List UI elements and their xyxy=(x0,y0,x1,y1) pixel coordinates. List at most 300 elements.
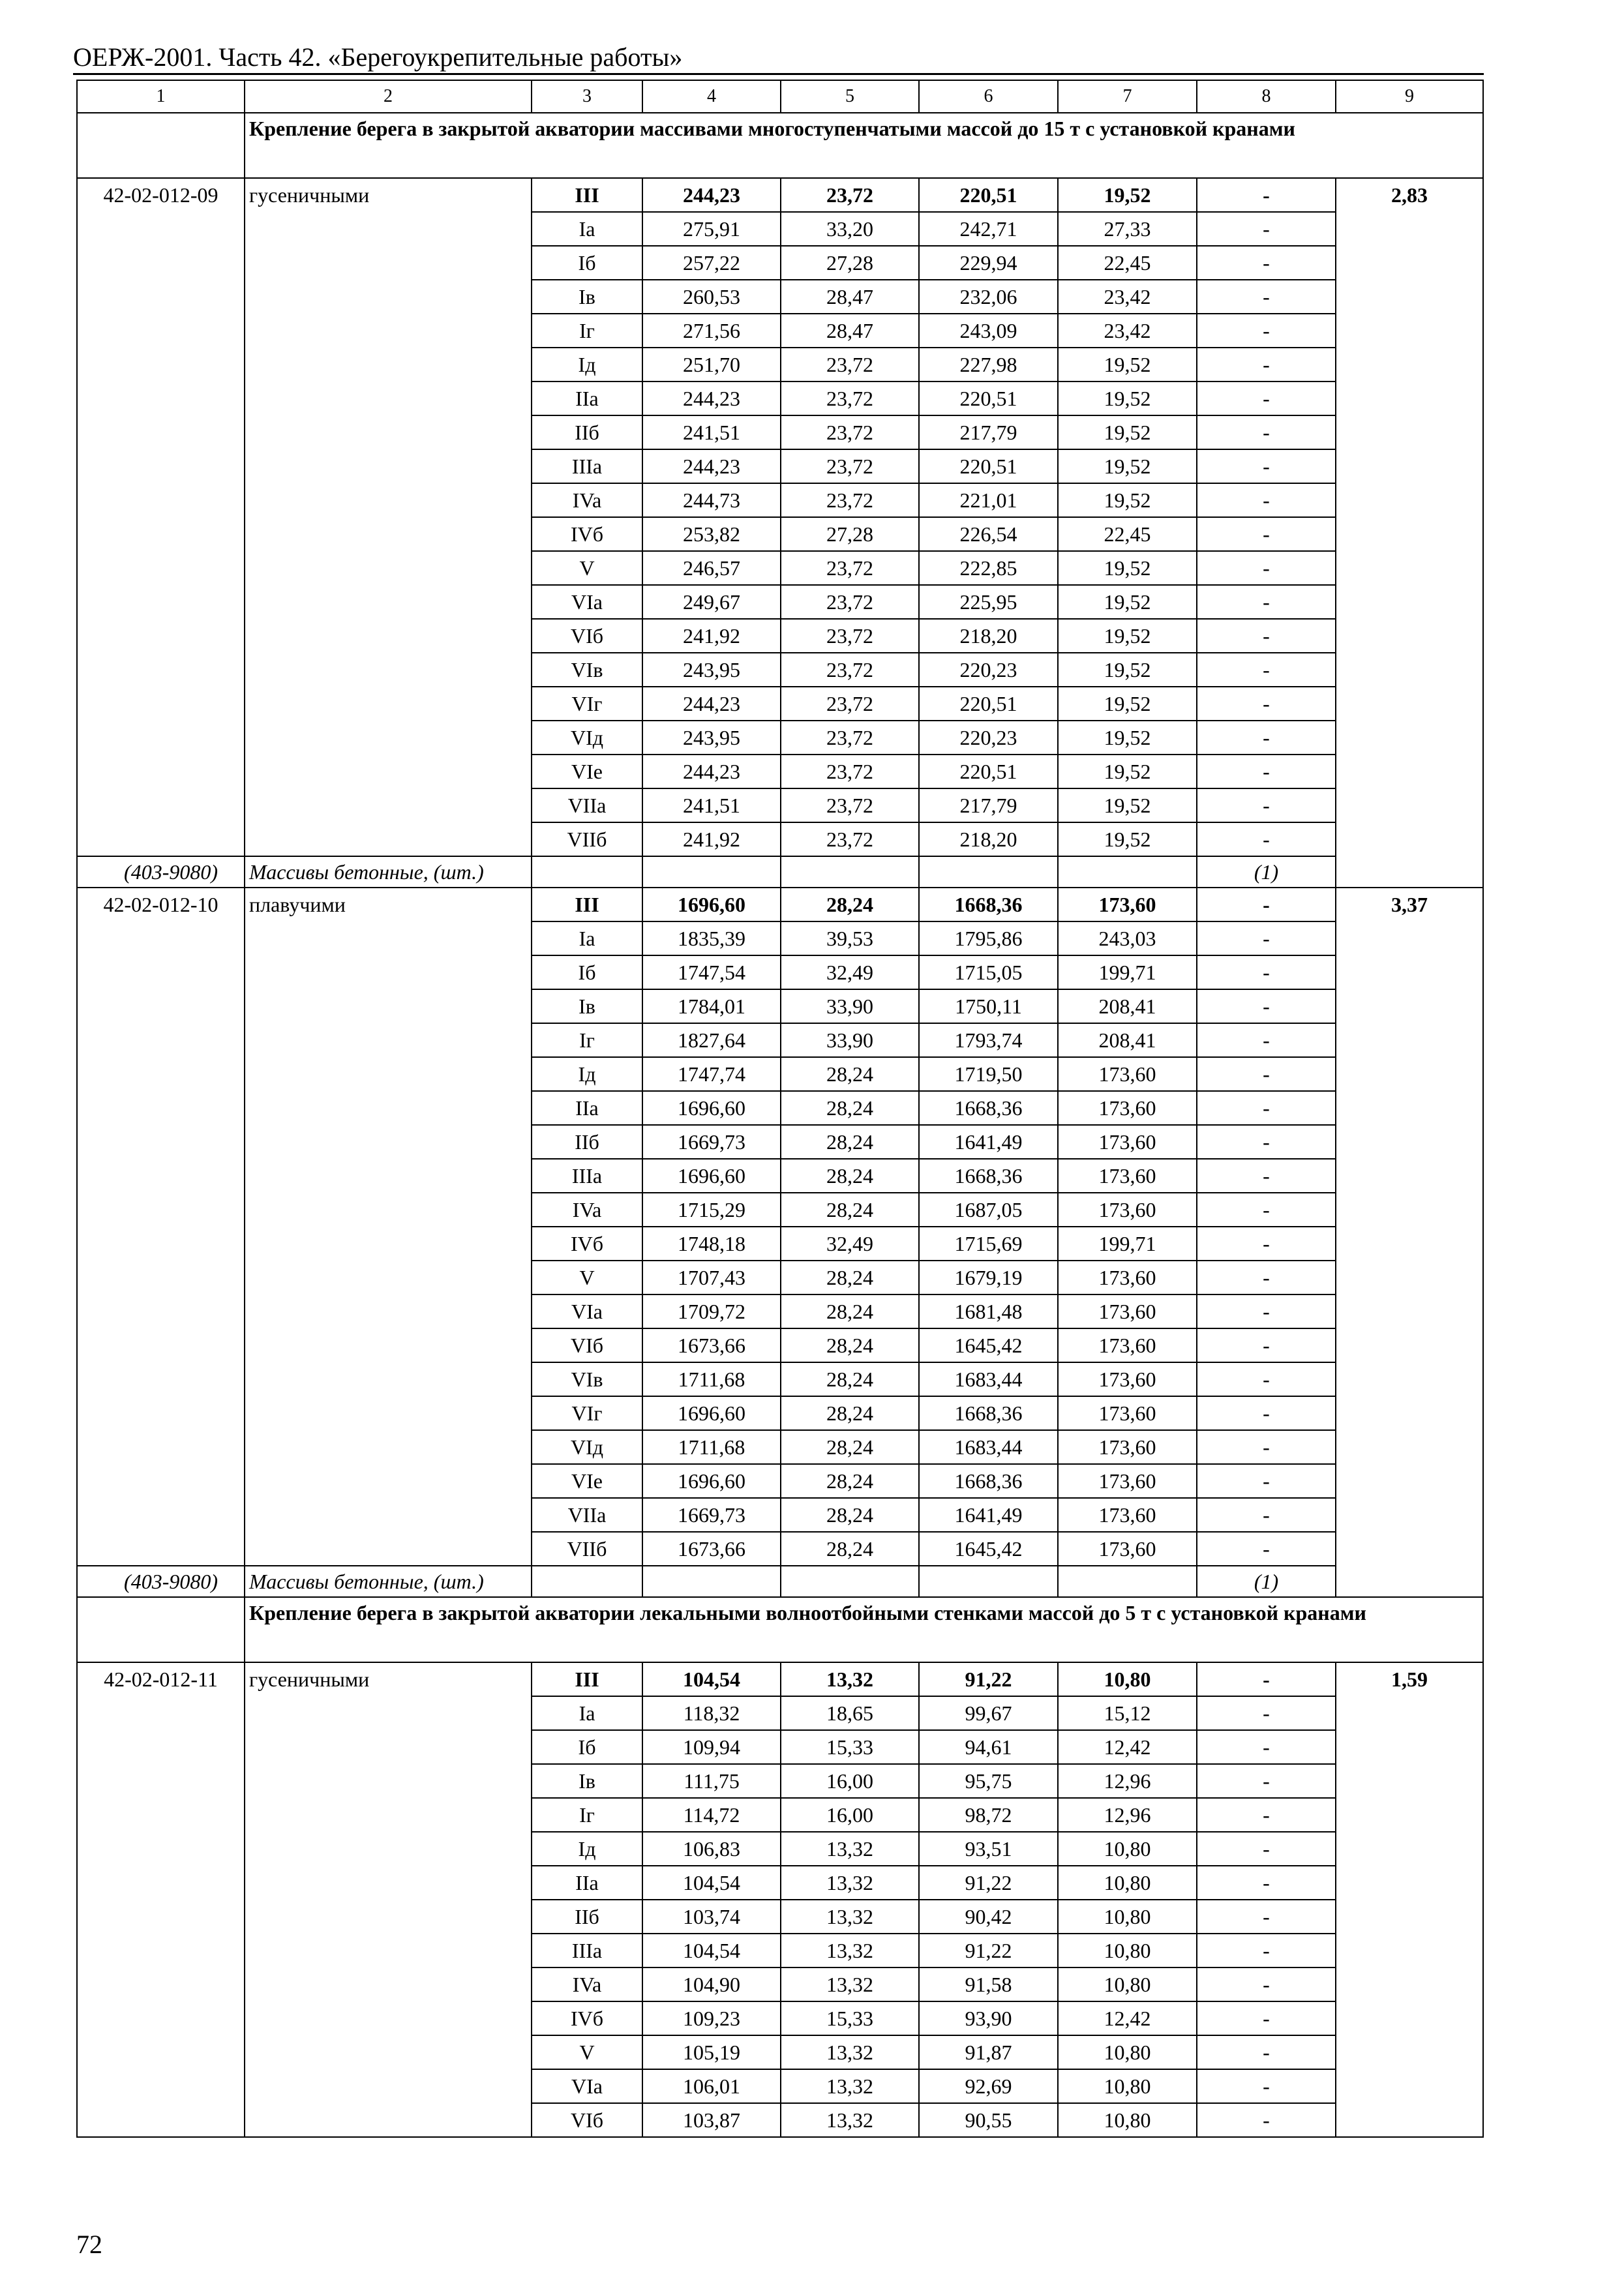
material-blank xyxy=(642,856,781,888)
price-cell: - xyxy=(1197,1159,1336,1193)
price-cell: 111,75 xyxy=(642,1764,781,1798)
price-cell: - xyxy=(1197,178,1336,212)
price-cell: 104,54 xyxy=(642,1662,781,1696)
material-code: (403-9080) xyxy=(77,856,245,888)
price-cell: 13,32 xyxy=(781,2103,919,2137)
price-cell: 91,87 xyxy=(919,2035,1058,2069)
region-code: Iд xyxy=(532,348,642,382)
price-cell: 19,52 xyxy=(1058,178,1197,212)
price-cell: 91,22 xyxy=(919,1866,1058,1900)
column-number: 1 xyxy=(77,80,245,113)
price-cell: 18,65 xyxy=(781,1696,919,1730)
price-cell: 1668,36 xyxy=(919,1159,1058,1193)
price-cell: 28,24 xyxy=(781,1532,919,1566)
price-cell: - xyxy=(1197,483,1336,517)
price-cell: 244,23 xyxy=(642,755,781,788)
column-number-row xyxy=(77,80,1483,113)
price-cell: - xyxy=(1197,1396,1336,1430)
price-cell: - xyxy=(1197,989,1336,1023)
norm-code: 42-02-012-11 xyxy=(77,1662,245,2137)
price-cell: 93,90 xyxy=(919,2001,1058,2035)
price-cell: 109,94 xyxy=(642,1730,781,1764)
price-cell: 28,24 xyxy=(781,888,919,921)
price-cell: 27,28 xyxy=(781,246,919,280)
price-cell: - xyxy=(1197,449,1336,483)
price-cell: - xyxy=(1197,653,1336,687)
region-code: Iв xyxy=(532,1764,642,1798)
material-code: (403-9080) xyxy=(77,1566,245,1597)
material-row xyxy=(77,856,1483,888)
price-cell: 1709,72 xyxy=(642,1294,781,1328)
price-cell: 1645,42 xyxy=(919,1328,1058,1362)
price-cell: - xyxy=(1197,1498,1336,1532)
price-cell: 28,24 xyxy=(781,1328,919,1362)
price-cell: - xyxy=(1197,955,1336,989)
price-cell: 13,32 xyxy=(781,2035,919,2069)
price-cell: 10,80 xyxy=(1058,2069,1197,2103)
price-cell: 13,32 xyxy=(781,1662,919,1696)
region-code: IIa xyxy=(532,1091,642,1125)
price-cell: 1673,66 xyxy=(642,1532,781,1566)
region-code: Iв xyxy=(532,989,642,1023)
table-row xyxy=(77,178,1483,212)
price-cell: 12,96 xyxy=(1058,1798,1197,1832)
price-cell: 19,52 xyxy=(1058,755,1197,788)
price-cell: 91,58 xyxy=(919,1967,1058,2001)
price-cell: 27,28 xyxy=(781,517,919,551)
price-cell: 23,72 xyxy=(781,755,919,788)
region-code: VIд xyxy=(532,1430,642,1464)
price-cell: 243,95 xyxy=(642,653,781,687)
price-cell: 220,51 xyxy=(919,449,1058,483)
price-cell: 173,60 xyxy=(1058,1125,1197,1159)
price-cell: 217,79 xyxy=(919,415,1058,449)
price-cell: 23,42 xyxy=(1058,314,1197,348)
price-cell: 23,72 xyxy=(781,687,919,721)
price-cell: 13,32 xyxy=(781,1832,919,1866)
region-code: IVa xyxy=(532,483,642,517)
price-cell: 12,42 xyxy=(1058,2001,1197,2035)
column-number: 6 xyxy=(919,80,1058,113)
price-cell: 19,52 xyxy=(1058,687,1197,721)
norm-name: плавучими xyxy=(245,888,532,1566)
region-code: Iв xyxy=(532,280,642,314)
region-code: Ia xyxy=(532,212,642,246)
page-header: ОЕРЖ-2001. Часть 42. «Берегоукрепительные работы» xyxy=(73,42,683,72)
price-cell: 19,52 xyxy=(1058,619,1197,653)
price-cell: 39,53 xyxy=(781,921,919,955)
region-code: VIв xyxy=(532,653,642,687)
price-cell: 226,54 xyxy=(919,517,1058,551)
price-cell: 28,24 xyxy=(781,1294,919,1328)
price-cell: 13,32 xyxy=(781,1900,919,1934)
region-code: IIб xyxy=(532,1125,642,1159)
price-cell: 173,60 xyxy=(1058,1057,1197,1091)
price-cell: - xyxy=(1197,551,1336,585)
price-cell: 19,52 xyxy=(1058,348,1197,382)
price-cell: - xyxy=(1197,1193,1336,1227)
price-cell: - xyxy=(1197,1328,1336,1362)
price-cell: 13,32 xyxy=(781,2069,919,2103)
price-cell: 19,52 xyxy=(1058,551,1197,585)
price-cell: 104,90 xyxy=(642,1967,781,2001)
price-cell: 28,24 xyxy=(781,1396,919,1430)
price-cell: 28,47 xyxy=(781,280,919,314)
region-code: Iб xyxy=(532,1730,642,1764)
price-cell: - xyxy=(1197,1057,1336,1091)
table-row xyxy=(77,1662,1483,1696)
region-code: IIIa xyxy=(532,1934,642,1967)
price-cell: - xyxy=(1197,721,1336,755)
region-code: VIв xyxy=(532,1362,642,1396)
region-code: VIIa xyxy=(532,788,642,822)
price-cell: 90,42 xyxy=(919,1900,1058,1934)
region-code: IVб xyxy=(532,517,642,551)
column-number: 8 xyxy=(1197,80,1336,113)
price-cell: 23,72 xyxy=(781,449,919,483)
price-cell: 12,96 xyxy=(1058,1764,1197,1798)
labor-cost: 1,59 xyxy=(1336,1662,1483,2137)
header-rule xyxy=(73,73,1484,75)
price-cell: 1715,69 xyxy=(919,1227,1058,1261)
material-blank xyxy=(919,1566,1058,1597)
material-qty: (1) xyxy=(1197,1566,1336,1597)
price-cell: 217,79 xyxy=(919,788,1058,822)
price-cell: 1696,60 xyxy=(642,1159,781,1193)
column-number: 2 xyxy=(245,80,532,113)
price-cell: 243,95 xyxy=(642,721,781,755)
column-number: 9 xyxy=(1336,80,1483,113)
column-number: 7 xyxy=(1058,80,1197,113)
price-cell: 243,09 xyxy=(919,314,1058,348)
price-cell: 220,51 xyxy=(919,687,1058,721)
price-cell: 28,24 xyxy=(781,1159,919,1193)
price-cell: 173,60 xyxy=(1058,1261,1197,1294)
price-cell: 1793,74 xyxy=(919,1023,1058,1057)
price-cell: 1715,29 xyxy=(642,1193,781,1227)
price-cell: 106,01 xyxy=(642,2069,781,2103)
section-title-spacer xyxy=(77,1597,245,1662)
region-code: III xyxy=(532,178,642,212)
table-row xyxy=(77,888,1483,921)
region-code: Iд xyxy=(532,1057,642,1091)
price-cell: - xyxy=(1197,687,1336,721)
price-cell: - xyxy=(1197,1261,1336,1294)
table-body xyxy=(77,80,1483,2137)
region-code: Ia xyxy=(532,1696,642,1730)
region-code: IVa xyxy=(532,1967,642,2001)
price-cell: 199,71 xyxy=(1058,1227,1197,1261)
price-cell: - xyxy=(1197,280,1336,314)
price-cell: 1683,44 xyxy=(919,1430,1058,1464)
price-cell: 241,92 xyxy=(642,619,781,653)
region-code: V xyxy=(532,2035,642,2069)
price-cell: 173,60 xyxy=(1058,1396,1197,1430)
price-cell: 91,22 xyxy=(919,1662,1058,1696)
price-cell: 244,23 xyxy=(642,382,781,415)
region-code: Ia xyxy=(532,921,642,955)
price-cell: 10,80 xyxy=(1058,1900,1197,1934)
region-code: VIe xyxy=(532,755,642,788)
price-cell: 106,83 xyxy=(642,1832,781,1866)
price-cell: 244,23 xyxy=(642,687,781,721)
price-cell: 1827,64 xyxy=(642,1023,781,1057)
price-cell: - xyxy=(1197,585,1336,619)
price-cell: - xyxy=(1197,888,1336,921)
price-cell: 251,70 xyxy=(642,348,781,382)
price-cell: 221,01 xyxy=(919,483,1058,517)
region-code: Iг xyxy=(532,1023,642,1057)
price-cell: - xyxy=(1197,2069,1336,2103)
price-cell: - xyxy=(1197,314,1336,348)
material-blank xyxy=(919,856,1058,888)
price-cell: 1641,49 xyxy=(919,1498,1058,1532)
region-code: Iг xyxy=(532,314,642,348)
price-cell: - xyxy=(1197,1227,1336,1261)
price-cell: - xyxy=(1197,1091,1336,1125)
price-cell: 19,52 xyxy=(1058,653,1197,687)
price-cell: - xyxy=(1197,1662,1336,1696)
price-cell: 1668,36 xyxy=(919,1091,1058,1125)
price-cell: 271,56 xyxy=(642,314,781,348)
price-cell: - xyxy=(1197,1934,1336,1967)
price-cell: 173,60 xyxy=(1058,1328,1197,1362)
price-cell: 1687,05 xyxy=(919,1193,1058,1227)
price-cell: 28,24 xyxy=(781,1057,919,1091)
region-code: V xyxy=(532,551,642,585)
price-cell: 91,22 xyxy=(919,1934,1058,1967)
price-cell: 173,60 xyxy=(1058,1430,1197,1464)
price-cell: - xyxy=(1197,1125,1336,1159)
page-number: 72 xyxy=(76,2230,102,2259)
price-cell: - xyxy=(1197,619,1336,653)
price-cell: 23,72 xyxy=(781,653,919,687)
region-code: IIб xyxy=(532,1900,642,1934)
price-cell: 1645,42 xyxy=(919,1532,1058,1566)
region-code: Iг xyxy=(532,1798,642,1832)
price-cell: 23,72 xyxy=(781,551,919,585)
labor-cost: 2,83 xyxy=(1336,178,1483,888)
price-cell: 104,54 xyxy=(642,1866,781,1900)
price-table xyxy=(76,80,1484,2138)
price-cell: - xyxy=(1197,2001,1336,2035)
price-cell: - xyxy=(1197,1967,1336,2001)
price-cell: 28,24 xyxy=(781,1091,919,1125)
section-title: Крепление берега в закрытой акватории массивами многоступенчатыми массой до 15 т с установкой кранами xyxy=(245,113,1483,178)
price-cell: 23,72 xyxy=(781,788,919,822)
region-code: IIIa xyxy=(532,449,642,483)
price-cell: 1835,39 xyxy=(642,921,781,955)
price-cell: 19,52 xyxy=(1058,822,1197,856)
price-cell: - xyxy=(1197,1430,1336,1464)
price-cell: 1784,01 xyxy=(642,989,781,1023)
price-cell: 218,20 xyxy=(919,822,1058,856)
section-title-row xyxy=(77,1597,1483,1662)
price-cell: 15,33 xyxy=(781,1730,919,1764)
price-cell: - xyxy=(1197,822,1336,856)
price-cell: 1641,49 xyxy=(919,1125,1058,1159)
price-cell: 173,60 xyxy=(1058,1498,1197,1532)
price-cell: 244,23 xyxy=(642,178,781,212)
price-cell: 1668,36 xyxy=(919,1464,1058,1498)
price-cell: - xyxy=(1197,1532,1336,1566)
price-cell: 10,80 xyxy=(1058,1866,1197,1900)
price-cell: 173,60 xyxy=(1058,1091,1197,1125)
price-cell: 109,23 xyxy=(642,2001,781,2035)
price-cell: 23,42 xyxy=(1058,280,1197,314)
price-cell: 1668,36 xyxy=(919,888,1058,921)
price-cell: 23,72 xyxy=(781,178,919,212)
price-cell: 225,95 xyxy=(919,585,1058,619)
price-cell: 199,71 xyxy=(1058,955,1197,989)
price-cell: 23,72 xyxy=(781,348,919,382)
norm-name: гусеничными xyxy=(245,1662,532,2137)
price-cell: - xyxy=(1197,1023,1336,1057)
price-cell: 33,90 xyxy=(781,1023,919,1057)
price-cell: 229,94 xyxy=(919,246,1058,280)
price-cell: 1795,86 xyxy=(919,921,1058,955)
price-cell: - xyxy=(1197,2035,1336,2069)
price-cell: 28,24 xyxy=(781,1464,919,1498)
price-cell: 33,20 xyxy=(781,212,919,246)
price-cell: 246,57 xyxy=(642,551,781,585)
price-cell: 19,52 xyxy=(1058,382,1197,415)
price-cell: 1696,60 xyxy=(642,1091,781,1125)
price-cell: - xyxy=(1197,1900,1336,1934)
price-cell: 208,41 xyxy=(1058,1023,1197,1057)
price-cell: 1747,74 xyxy=(642,1057,781,1091)
column-number: 5 xyxy=(781,80,919,113)
price-cell: 208,41 xyxy=(1058,989,1197,1023)
price-cell: 1679,19 xyxy=(919,1261,1058,1294)
price-cell: 93,51 xyxy=(919,1832,1058,1866)
region-code: VIIб xyxy=(532,822,642,856)
region-code: Iб xyxy=(532,246,642,280)
price-cell: 10,80 xyxy=(1058,1832,1197,1866)
price-cell: - xyxy=(1197,212,1336,246)
region-code: IIIa xyxy=(532,1159,642,1193)
region-code: V xyxy=(532,1261,642,1294)
region-code: IIб xyxy=(532,415,642,449)
price-cell: - xyxy=(1197,755,1336,788)
price-cell: 99,67 xyxy=(919,1696,1058,1730)
price-cell: 249,67 xyxy=(642,585,781,619)
price-cell: 241,92 xyxy=(642,822,781,856)
price-cell: 28,24 xyxy=(781,1362,919,1396)
material-name: Массивы бетонные, (шт.) xyxy=(245,856,532,888)
price-cell: 33,90 xyxy=(781,989,919,1023)
price-cell: 1669,73 xyxy=(642,1498,781,1532)
price-cell: - xyxy=(1197,921,1336,955)
price-cell: 23,72 xyxy=(781,382,919,415)
price-cell: 10,80 xyxy=(1058,2103,1197,2137)
price-cell: 220,51 xyxy=(919,178,1058,212)
price-cell: 1719,50 xyxy=(919,1057,1058,1091)
region-code: Iд xyxy=(532,1832,642,1866)
price-cell: 12,42 xyxy=(1058,1730,1197,1764)
price-cell: - xyxy=(1197,1798,1336,1832)
price-cell: 27,33 xyxy=(1058,212,1197,246)
price-cell: - xyxy=(1197,246,1336,280)
price-cell: 118,32 xyxy=(642,1696,781,1730)
region-code: VIб xyxy=(532,1328,642,1362)
price-cell: 244,23 xyxy=(642,449,781,483)
norm-name: гусеничными xyxy=(245,178,532,856)
price-cell: - xyxy=(1197,1866,1336,1900)
material-blank xyxy=(532,1566,642,1597)
price-cell: - xyxy=(1197,2103,1336,2137)
price-cell: 23,72 xyxy=(781,585,919,619)
price-cell: 1683,44 xyxy=(919,1362,1058,1396)
region-code: IVб xyxy=(532,1227,642,1261)
price-cell: 22,45 xyxy=(1058,246,1197,280)
material-name: Массивы бетонные, (шт.) xyxy=(245,1566,532,1597)
region-code: VIг xyxy=(532,1396,642,1430)
price-cell: 173,60 xyxy=(1058,1193,1197,1227)
price-cell: 1747,54 xyxy=(642,955,781,989)
price-cell: 220,23 xyxy=(919,721,1058,755)
material-blank xyxy=(781,856,919,888)
material-qty: (1) xyxy=(1197,856,1336,888)
price-cell: - xyxy=(1197,517,1336,551)
price-cell: 1711,68 xyxy=(642,1430,781,1464)
price-cell: - xyxy=(1197,1464,1336,1498)
price-cell: 15,33 xyxy=(781,2001,919,2035)
price-cell: 98,72 xyxy=(919,1798,1058,1832)
price-cell: - xyxy=(1197,348,1336,382)
price-cell: - xyxy=(1197,1764,1336,1798)
column-number: 4 xyxy=(642,80,781,113)
price-cell: 10,80 xyxy=(1058,1934,1197,1967)
price-cell: 173,60 xyxy=(1058,1464,1197,1498)
price-cell: 32,49 xyxy=(781,955,919,989)
price-cell: 22,45 xyxy=(1058,517,1197,551)
price-cell: 232,06 xyxy=(919,280,1058,314)
price-cell: 173,60 xyxy=(1058,1362,1197,1396)
price-cell: 32,49 xyxy=(781,1227,919,1261)
price-cell: 105,19 xyxy=(642,2035,781,2069)
price-cell: 13,32 xyxy=(781,1967,919,2001)
price-cell: 1750,11 xyxy=(919,989,1058,1023)
price-cell: 90,55 xyxy=(919,2103,1058,2137)
price-cell: 19,52 xyxy=(1058,788,1197,822)
price-cell: 23,72 xyxy=(781,619,919,653)
material-blank xyxy=(1058,1566,1197,1597)
labor-cost: 3,37 xyxy=(1336,888,1483,1597)
price-cell: 222,85 xyxy=(919,551,1058,585)
price-cell: 19,52 xyxy=(1058,483,1197,517)
price-cell: 28,24 xyxy=(781,1193,919,1227)
price-cell: 173,60 xyxy=(1058,1532,1197,1566)
region-code: VIe xyxy=(532,1464,642,1498)
column-number: 3 xyxy=(532,80,642,113)
price-cell: 10,80 xyxy=(1058,1967,1197,2001)
price-cell: 242,71 xyxy=(919,212,1058,246)
price-cell: - xyxy=(1197,1294,1336,1328)
price-cell: 1696,60 xyxy=(642,1464,781,1498)
price-cell: 220,23 xyxy=(919,653,1058,687)
price-cell: 241,51 xyxy=(642,788,781,822)
region-code: III xyxy=(532,1662,642,1696)
price-cell: - xyxy=(1197,415,1336,449)
region-code: VIa xyxy=(532,1294,642,1328)
section-title-row xyxy=(77,113,1483,178)
material-row xyxy=(77,1566,1483,1597)
price-cell: 1668,36 xyxy=(919,1396,1058,1430)
material-blank xyxy=(1058,856,1197,888)
price-cell: 220,51 xyxy=(919,382,1058,415)
price-cell: 218,20 xyxy=(919,619,1058,653)
